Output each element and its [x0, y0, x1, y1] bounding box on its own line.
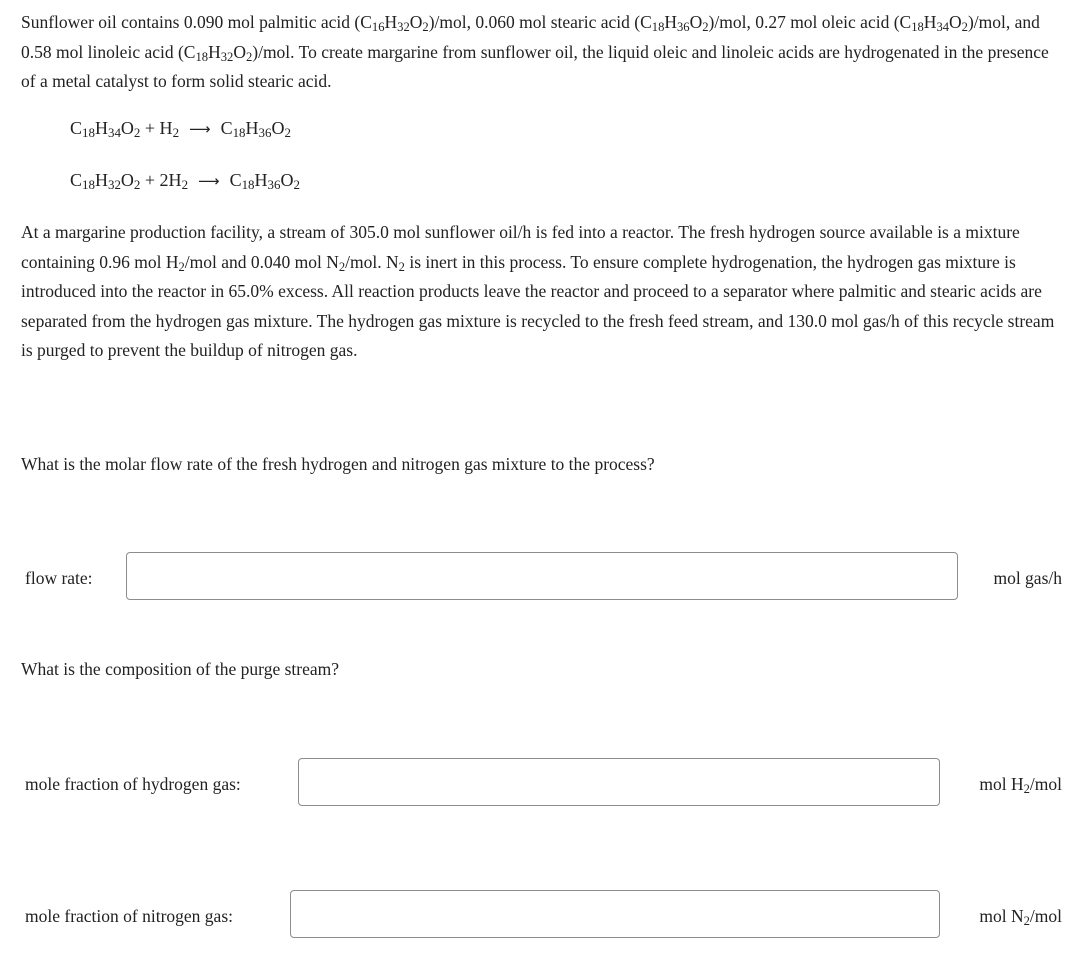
subscript: 2 — [245, 49, 253, 64]
hydrogen-fraction-label: mole fraction of hydrogen gas: — [25, 774, 241, 794]
process-description — [21, 218, 1061, 366]
reaction-arrow-icon: ⟶ — [198, 172, 220, 190]
intro-text: H — [923, 12, 937, 32]
nitrogen-fraction-input[interactable] — [290, 890, 940, 938]
intro-paragraph — [21, 8, 1061, 97]
intro-text: )/mol, 0.060 mol stearic acid (C — [428, 12, 652, 32]
subscript: 36 — [677, 20, 690, 35]
eq-text: C — [220, 118, 233, 138]
intro-text: H — [208, 41, 221, 62]
subscript: 2 — [181, 177, 189, 193]
intro-text: O — [689, 12, 703, 32]
subscript: 18 — [195, 49, 209, 64]
intro-text: H — [384, 12, 398, 32]
intro-text: O — [949, 12, 962, 32]
subscript: 2 — [284, 125, 291, 141]
subscript: 2 — [1023, 914, 1030, 929]
subscript: 2 — [178, 259, 185, 274]
subscript: 34 — [936, 20, 950, 35]
unit-text: /mol — [1029, 906, 1062, 926]
eq-text: + 2H — [140, 170, 182, 190]
subscript: 36 — [258, 125, 272, 141]
subscript: 32 — [107, 177, 121, 193]
subscript: 18 — [241, 177, 255, 193]
flow-rate-input[interactable] — [126, 552, 958, 600]
subscript: 18 — [82, 177, 95, 193]
eq-text: O — [120, 118, 134, 138]
intro-text: O — [409, 12, 423, 32]
subscript: 2 — [338, 259, 346, 274]
intro-text: )/mol. To create margarine from sunflower oil, the liquid oleic and linoleic acids are hydrogenated in the presence of a metal catalyst to form solid stearic acid. — [21, 41, 1049, 91]
eq-text: H — [245, 118, 259, 138]
hydrogen-fraction-unit — [979, 774, 1062, 795]
unit-text: mol H — [979, 774, 1024, 794]
question-flow-rate: What is the molar flow rate of the fresh hydrogen and nitrogen gas mixture to the process? — [21, 454, 655, 474]
eq-text: H — [254, 170, 268, 190]
eq-text: H — [94, 170, 108, 190]
eq-text: H — [94, 118, 108, 138]
intro-text: )/mol, and 0.58 mol linoleic acid (C — [21, 12, 1040, 62]
hydrogen-fraction-input[interactable] — [298, 758, 940, 806]
subscript: 2 — [1023, 782, 1030, 797]
subscript: 2 — [133, 177, 141, 193]
flow-rate-label: flow rate: — [25, 568, 93, 588]
process-text: At a margarine production facility, a stream of 305.0 mol sunflower oil/h is fed into a reactor. The fresh hydrogen source available is a mixture containing 0.96 mol H — [21, 222, 1020, 272]
subscript: 2 — [422, 20, 429, 35]
intro-text: Sunflower oil contains 0.090 mol palmitic acid (C — [21, 12, 372, 32]
subscript: 36 — [267, 177, 281, 193]
intro-text: O — [233, 41, 246, 62]
eq-text: O — [280, 170, 294, 190]
intro-text: H — [664, 12, 677, 32]
unit-text: mol N — [979, 906, 1024, 926]
eq-text: C — [70, 118, 83, 138]
subscript: 34 — [107, 125, 121, 141]
eq-text: + H — [140, 118, 173, 138]
subscript: 18 — [82, 125, 95, 141]
intro-text: )/mol, 0.27 mol oleic acid (C — [708, 12, 912, 32]
subscript: 2 — [133, 125, 141, 141]
question-purge-composition: What is the composition of the purge stream? — [21, 659, 339, 679]
subscript: 2 — [293, 177, 300, 193]
process-text: /mol and 0.040 mol N — [184, 251, 339, 272]
process-text: /mol. N — [345, 251, 399, 272]
eq-text: C — [70, 170, 83, 190]
nitrogen-fraction-unit — [979, 906, 1062, 927]
subscript: 2 — [961, 20, 968, 35]
nitrogen-fraction-label: mole fraction of nitrogen gas: — [25, 906, 233, 926]
subscript: 18 — [911, 20, 924, 35]
process-text: is inert in this process. To ensure complete hydrogenation, the hydrogen gas mixture is introduced into the reactor in 65.0% excess. All reaction products leave the reactor and proceed to a separator where palmitic and stearic acids are separated from the hydrogen gas mixture. The hydrogen gas mixture is recycled to the fresh feed stream, and 130.0 mol gas/h of this recycle stream is purged to prevent the buildup of nitrogen gas. — [21, 251, 1055, 360]
equation-linoleic-hydrogenation — [70, 170, 300, 191]
subscript: 32 — [220, 49, 234, 64]
flow-rate-unit: mol gas/h — [993, 568, 1062, 588]
subscript: 2 — [702, 20, 709, 35]
subscript: 16 — [371, 20, 385, 35]
subscript: 2 — [398, 259, 405, 274]
subscript: 32 — [397, 20, 410, 35]
eq-text: O — [120, 170, 134, 190]
eq-text: C — [229, 170, 242, 190]
unit-text: /mol — [1029, 774, 1062, 794]
equation-oleic-hydrogenation — [70, 118, 291, 139]
subscript: 18 — [232, 125, 246, 141]
reaction-arrow-icon: ⟶ — [189, 120, 211, 138]
subscript: 2 — [172, 125, 180, 141]
subscript: 18 — [651, 20, 665, 35]
eq-text: O — [271, 118, 285, 138]
